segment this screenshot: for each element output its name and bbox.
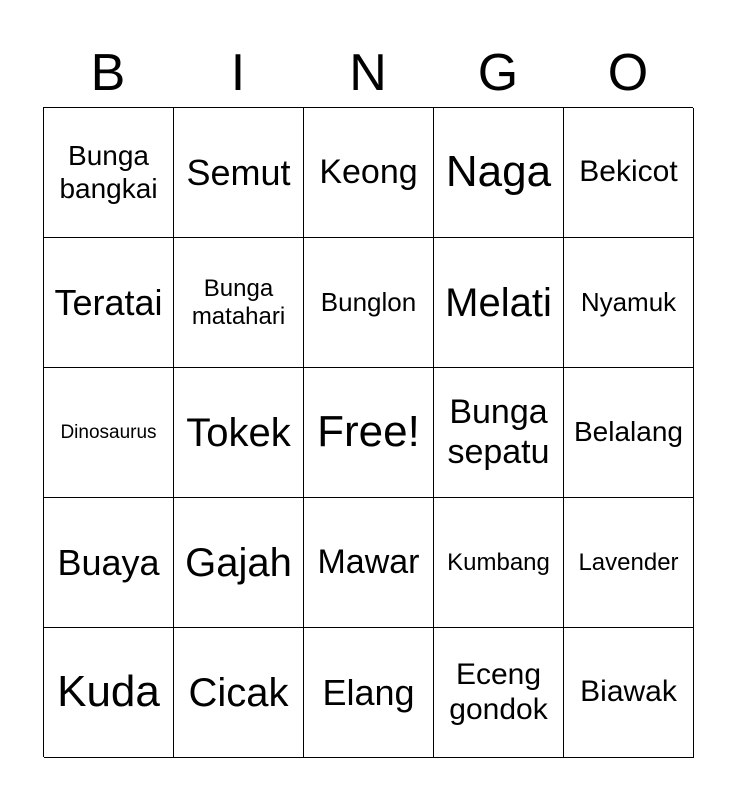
bingo-cell[interactable]	[564, 108, 694, 238]
cell-label: Bunga matahari	[191, 274, 286, 330]
bingo-cell[interactable]	[434, 498, 564, 628]
header-letter-o: O	[607, 44, 649, 102]
cell-label: Bunga bangkai	[59, 140, 158, 204]
bingo-cell[interactable]	[304, 498, 434, 628]
bingo-cell[interactable]	[44, 108, 174, 238]
cell-label: Cicak	[188, 670, 289, 715]
header-letter-g: G	[477, 44, 519, 102]
cell-label: Teratai	[54, 281, 163, 323]
bingo-cell[interactable]	[174, 238, 304, 368]
bingo-cell[interactable]	[44, 498, 174, 628]
header-letter-i: I	[230, 44, 246, 102]
bingo-cell[interactable]	[174, 368, 304, 498]
header-letter-n: N	[349, 44, 387, 102]
cell-label: Bekicot	[579, 155, 678, 189]
bingo-cell[interactable]	[44, 368, 174, 498]
bingo-cell[interactable]	[174, 108, 304, 238]
bingo-cell[interactable]	[434, 368, 564, 498]
cell-label: Melati	[445, 280, 552, 325]
free-space-cell[interactable]	[304, 368, 434, 498]
cell-label: Buaya	[57, 541, 160, 583]
cell-label: Lavender	[578, 548, 679, 576]
cell-label: Keong	[319, 152, 418, 191]
bingo-board	[43, 107, 693, 757]
cell-label: Biawak	[580, 675, 677, 709]
bingo-cell[interactable]	[174, 498, 304, 628]
cell-label: Kuda	[57, 667, 160, 717]
bingo-cell[interactable]	[564, 498, 694, 628]
cell-label: Eceng gondok	[449, 658, 548, 726]
bingo-cell[interactable]	[304, 628, 434, 758]
bingo-cell[interactable]	[564, 238, 694, 368]
cell-label: Belalang	[574, 416, 683, 448]
cell-label: Kumbang	[447, 548, 550, 576]
cell-label: Nyamuk	[580, 286, 677, 317]
cell-label: Naga	[445, 147, 552, 197]
cell-label: Bunga sepatu	[447, 393, 550, 471]
bingo-cell[interactable]	[564, 628, 694, 758]
bingo-cell[interactable]	[304, 108, 434, 238]
bingo-cell[interactable]	[434, 628, 564, 758]
bingo-header	[43, 40, 693, 106]
bingo-cell[interactable]	[564, 368, 694, 498]
header-letter-b: B	[90, 44, 126, 102]
cell-label: Tokek	[186, 410, 291, 455]
cell-label: Mawar	[317, 542, 420, 581]
cell-label: Dinosaurus	[60, 421, 157, 443]
cell-label: Gajah	[185, 540, 292, 585]
free-space-label: Free!	[317, 407, 420, 457]
bingo-cell[interactable]	[44, 628, 174, 758]
cell-label: Elang	[322, 671, 415, 713]
cell-label: Semut	[186, 151, 291, 193]
bingo-cell[interactable]	[44, 238, 174, 368]
bingo-cell[interactable]	[434, 108, 564, 238]
bingo-cell[interactable]	[434, 238, 564, 368]
bingo-cell[interactable]	[304, 238, 434, 368]
cell-label: Bunglon	[320, 286, 417, 317]
bingo-cell[interactable]	[174, 628, 304, 758]
